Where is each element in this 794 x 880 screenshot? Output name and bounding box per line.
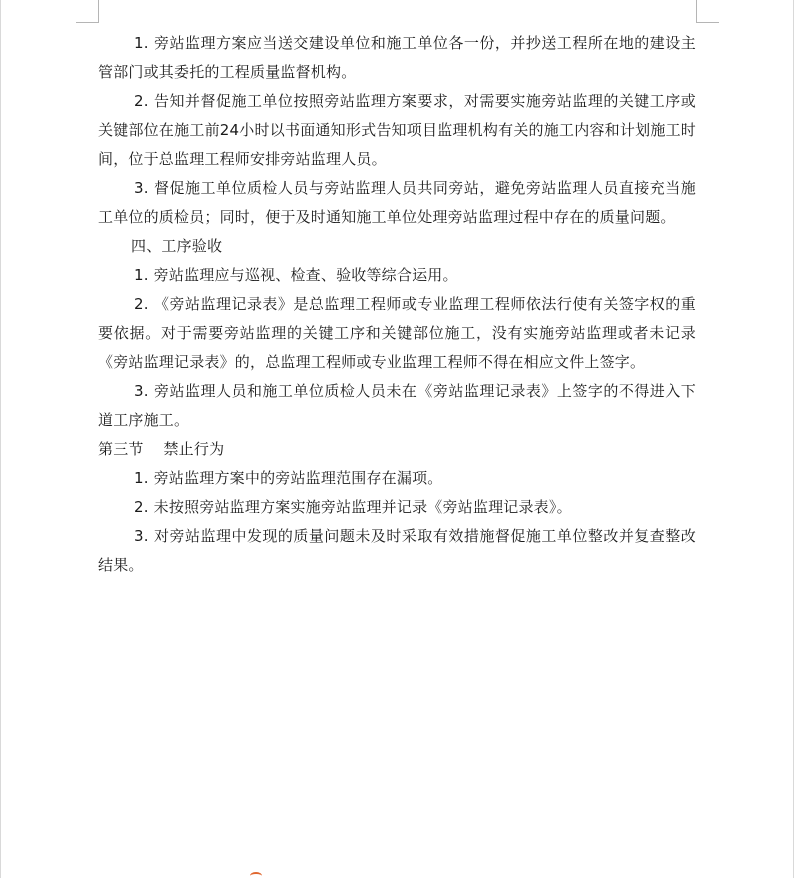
paragraph: 3. 督促施工单位质检人员与旁站监理人员共同旁站，避免旁站监理人员直接充当施工单位的质检员；同时，便于及时通知施工单位处理旁站监理过程中存在的质量问题。 [98,179,696,226]
paragraph: 2. 告知并督促施工单位按照旁站监理方案要求，对需要实施旁站监理的关键工序或关键部位在施工前24小时以书面通知形式告知项目监理机构有关的施工内容和计划施工时间，位于总监理工程师安排旁站监理人员。 [98,92,696,168]
subheading-acceptance: 四、工序验收 [131,237,223,255]
paragraph: 1. 旁站监理方案应当送交建设单位和施工单位各一份，并抄送工程所在地的建设主管部门或其委托的工程质量监督机构。 [98,34,696,81]
list-item: 3. 对旁站监理中发现的质量问题未及时采取有效措施督促施工单位整改并复查整改结果。 [98,527,696,574]
crop-mark-top-right [696,0,697,22]
list-item: 1. 旁站监理方案中的旁站监理范围存在漏项。 [134,469,443,487]
cursor-mark [250,872,262,880]
document-body [98,29,696,580]
crop-mark-top-left [76,22,99,23]
page-left-edge [0,0,1,878]
list-item: 2. 未按照旁站监理方案实施旁站监理并记录《旁站监理记录表》。 [134,498,572,516]
section-title: 第三节 禁止行为 [98,440,225,458]
crop-mark-top-left [98,0,99,22]
list-item: 1. 旁站监理应与巡视、检查、验收等综合运用。 [134,266,458,284]
crop-mark-top-right [696,22,719,23]
list-item: 3. 旁站监理人员和施工单位质检人员未在《旁站监理记录表》上签字的不得进入下道工序施工。 [98,382,696,429]
list-item: 2. 《旁站监理记录表》是总监理工程师或专业监理工程师依法行使有关签字权的重要依据。对于需要旁站监理的关键工序和关键部位施工，没有实施旁站监理或者未记录《旁站监理记录表》的，总监理工程师或专业监理工程师不得在相应文件上签字。 [98,295,696,371]
